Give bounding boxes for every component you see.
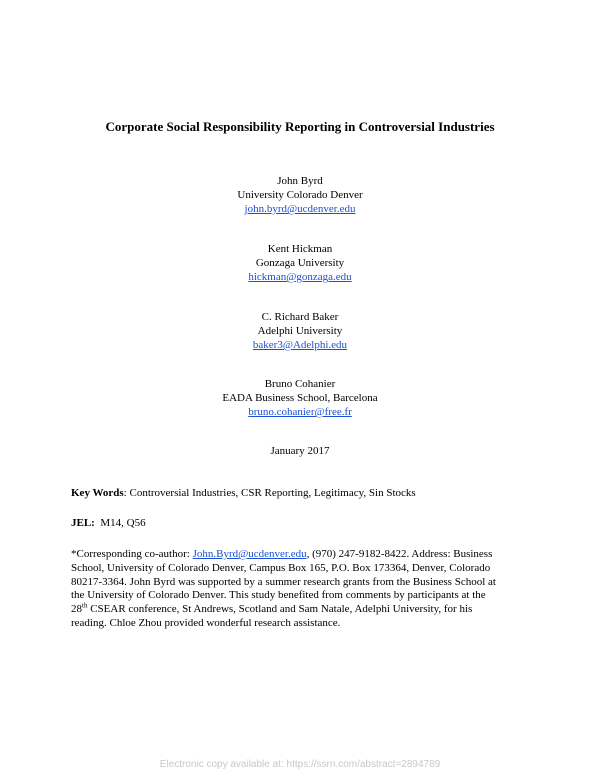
author-block-4: [0, 377, 600, 419]
jel-line: [71, 516, 541, 530]
author-email-link[interactable]: hickman@gonzaga.edu: [248, 271, 352, 283]
author-name: Bruno Cohanier: [264, 378, 336, 390]
author-affiliation: EADA Business School, Barcelona: [222, 392, 378, 404]
note-line-5: 28th CSEAR conference, St Andrews, Scotland and Sam Natale, Adelphi University, for his: [71, 601, 473, 616]
author-email-link[interactable]: bruno.cohanier@free.fr: [248, 406, 352, 418]
author-block-2: [0, 242, 600, 284]
paper-title: Corporate Social Responsibility Reporting in Controversial Industries: [105, 119, 495, 134]
note-line-3: 80217-3364. John Byrd was supported by a summer research grants from the Business School at: [71, 575, 496, 588]
author-affiliation: University Colorado Denver: [237, 189, 363, 201]
author-affiliation: Adelphi University: [257, 325, 343, 337]
note-line-4: the University of Colorado Denver. This study benefited from comments by participants at the: [71, 589, 486, 602]
author-email-link[interactable]: baker3@Adelphi.edu: [252, 339, 348, 351]
author-affiliation: Gonzaga University: [255, 257, 345, 269]
keywords-line: [71, 486, 541, 500]
corresponding-email-link[interactable]: John.Byrd@ucdenver.edu: [192, 548, 307, 560]
author-name: C. Richard Baker: [261, 311, 339, 323]
note-line-1: *Corresponding co-author: John.Byrd@ucdenver.edu, (970) 247-9182-8422. Address: Business: [71, 548, 493, 560]
jel-codes: M14, Q56: [100, 517, 146, 529]
paper-date: January 2017: [270, 445, 330, 457]
author-block-1: [0, 174, 600, 216]
author-block-3: [0, 310, 600, 352]
jel-label: JEL:: [71, 517, 95, 529]
corresponding-author-note: [71, 548, 541, 631]
ordinal-superscript: th: [82, 601, 88, 610]
keywords-label: Key Words: [71, 487, 124, 499]
note-line-6: reading. Chloe Zhou provided wonderful research assistance.: [71, 616, 341, 629]
note-line-2: School, University of Colorado Denver, Campus Box 165, P.O. Box 173364, Denver, Colorado: [71, 561, 491, 574]
author-name: Kent Hickman: [267, 243, 333, 255]
author-name: John Byrd: [277, 175, 323, 187]
keywords-text: : Controversial Industries, CSR Reporting, Legitimacy, Sin Stocks: [123, 487, 416, 499]
author-email-link[interactable]: john.byrd@ucdenver.edu: [244, 203, 356, 215]
ssrn-footer-watermark: Electronic copy available at: https://ssrn.com/abstract=2894789: [159, 759, 441, 770]
